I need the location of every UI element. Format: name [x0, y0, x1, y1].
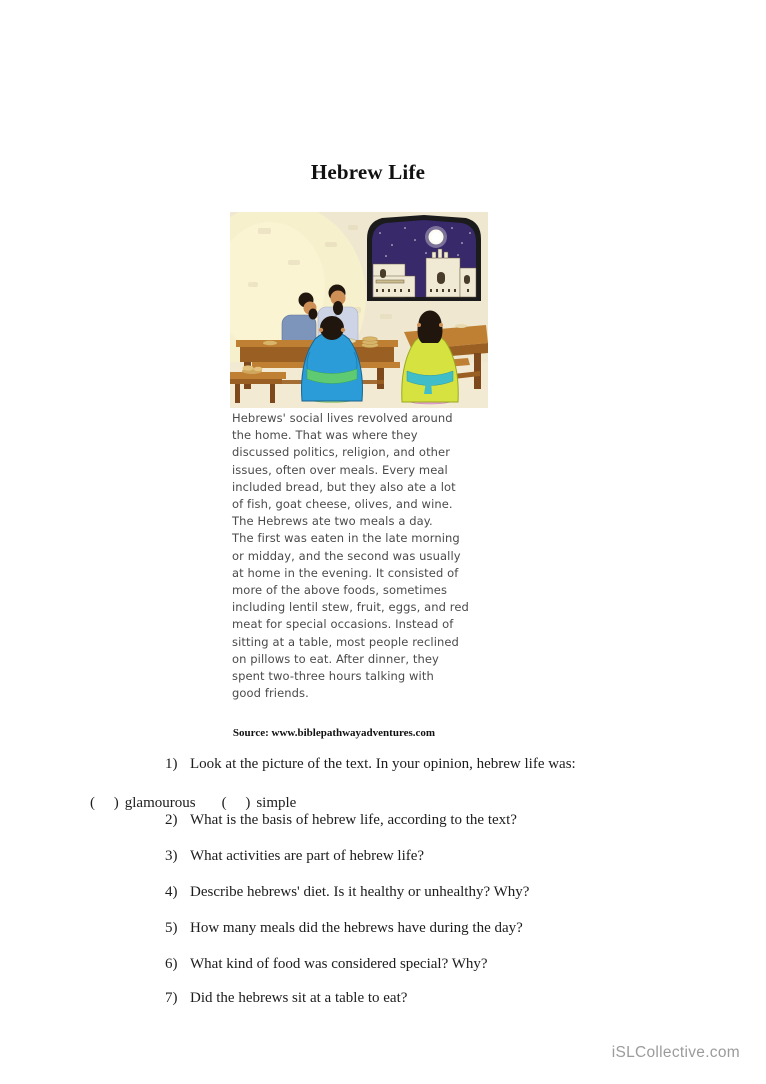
passage-line: good friends. — [232, 686, 309, 701]
option-label-simple: simple — [256, 795, 297, 811]
question-number: 7) — [165, 990, 178, 1006]
answer-bracket: ( ) — [221, 795, 251, 811]
question-4 — [0, 884, 766, 904]
question-text: Did the hebrews sit at a table to eat? — [190, 990, 408, 1006]
window — [367, 215, 481, 301]
question-text: Describe hebrews' diet. Is it healthy or unhealthy? Why? — [190, 884, 530, 900]
passage-line: on pillows to eat. After dinner, they — [232, 651, 439, 666]
passage-line: included bread, but they also ate a lot — [232, 479, 456, 494]
passage-line: discussed politics, religion, and other — [232, 445, 451, 460]
question-text: What activities are part of hebrew life? — [190, 848, 425, 864]
answer-bracket: ( ) — [90, 795, 119, 811]
passage-line: at home in the evening. It consisted of — [232, 565, 459, 580]
question-text: What kind of food was considered special? Why? — [190, 956, 488, 972]
passage-line: or midday, and the second was usually — [232, 548, 461, 563]
question-number: 1) — [165, 756, 178, 772]
question-2 — [0, 812, 766, 832]
passage-line: spent two-three hours talking with — [232, 669, 434, 684]
passage-line: of fish, goat cheese, olives, and wine. — [232, 497, 453, 512]
passage-line: meat for special occasions. Instead of — [232, 617, 454, 632]
passage-line: The first was eaten in the late morning — [232, 531, 460, 546]
hebrew-meal-scene-illustration — [230, 212, 488, 408]
question-number: 2) — [165, 812, 178, 828]
question-5 — [0, 920, 766, 940]
passage-line: sitting at a table, most people reclined — [232, 634, 459, 649]
page-title: Hebrew Life — [310, 160, 426, 184]
passage-line: including lentil stew, fruit, eggs, and red — [232, 600, 469, 615]
question-number: 4) — [165, 884, 178, 900]
question-6 — [0, 956, 766, 976]
option-label-glamourous: glamourous — [124, 795, 196, 811]
passage-line: the home. That was where they — [232, 428, 418, 443]
reading-passage — [232, 410, 498, 702]
passage-line: The Hebrews ate two meals a day. — [232, 514, 433, 529]
islcollective-watermark: iSLCollective.com — [611, 1044, 740, 1061]
question-3 — [0, 848, 766, 868]
question-7 — [0, 990, 766, 1010]
passage-line: issues, often over meals. Every meal — [232, 462, 448, 477]
question-text: What is the basis of hebrew life, according to the text? — [190, 812, 517, 828]
question-number: 3) — [165, 848, 178, 864]
question-number: 6) — [165, 956, 178, 972]
question-text: Look at the picture of the text. In your opinion, hebrew life was: — [190, 756, 576, 772]
moon-core — [431, 232, 441, 242]
illustration-figure — [230, 212, 488, 408]
question-number: 5) — [165, 920, 178, 936]
question-text: How many meals did the hebrews have during the day? — [190, 920, 523, 936]
question-1 — [0, 756, 766, 776]
passage-line: Hebrews' social lives revolved around — [232, 411, 453, 425]
source-citation: Source: www.biblepathwayadventures.com — [232, 727, 436, 739]
passage-line: more of the above foods, sometimes — [232, 583, 448, 598]
